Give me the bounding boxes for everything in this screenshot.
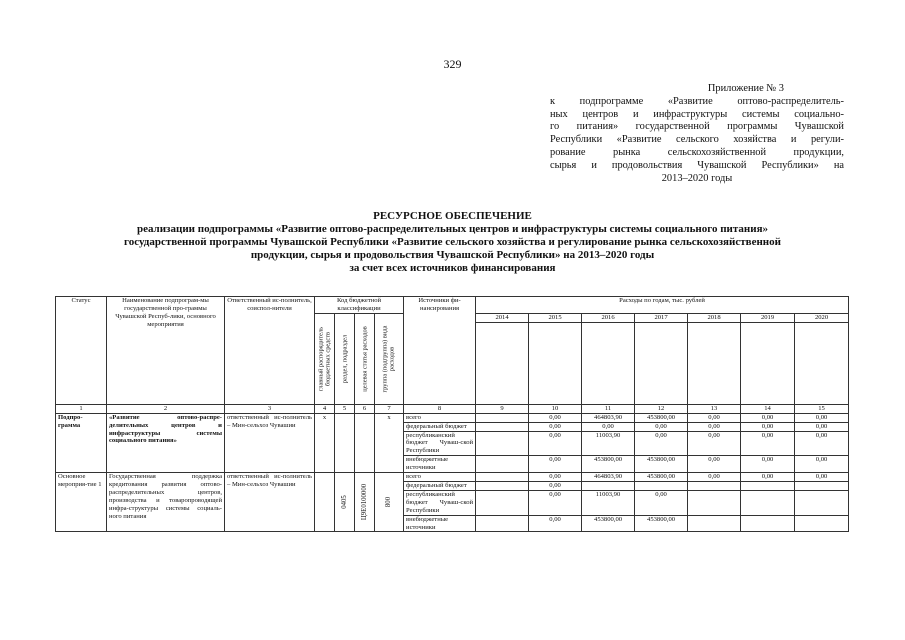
cell-2019: 0,00: [741, 422, 795, 431]
row-code-grbs: [315, 473, 335, 532]
cell-2017: 0,00: [635, 422, 688, 431]
appendix-line: к подпрограмме «Развитие оптово-распределитель-: [550, 95, 844, 107]
title-line: за счет всех источников финансирования: [349, 262, 556, 274]
header-year-space: [635, 322, 688, 404]
cell-2019: 0,00: [741, 456, 795, 473]
header-code-grbs: [315, 313, 335, 404]
column-number: 8: [404, 404, 476, 413]
cell-2017: [635, 481, 688, 490]
header-year: 2016: [582, 313, 635, 322]
header-year: 2019: [741, 313, 795, 322]
code-target-value: Ц9Е0100000: [360, 484, 368, 521]
row-source: федеральный бюджет: [404, 422, 476, 431]
cell-2015: 0,00: [529, 431, 582, 456]
header-status: Статус: [56, 297, 107, 405]
row-status: Основное мероприя-тие 1: [56, 473, 107, 532]
header-year-space: [582, 322, 635, 404]
header-expenses: Расходы по годам, тыс. рублей: [476, 297, 849, 314]
header-year: 2014: [476, 313, 529, 322]
cell-2020: 0,00: [795, 456, 849, 473]
header-year: 2017: [635, 313, 688, 322]
header-year-space: [529, 322, 582, 404]
cell-2020: [795, 481, 849, 490]
cell-2017: 0,00: [635, 431, 688, 456]
header-year-space: [795, 322, 849, 404]
cell-2019: [741, 481, 795, 490]
cell-2015: 0,00: [529, 413, 582, 422]
row-name: Государственная поддержка кредитования развития оптово-распределительных центров, производства и товаропроводящей инфра-структуры системы социаль-ного питания: [107, 473, 225, 532]
cell-2016: 464803,90: [582, 413, 635, 422]
row-code-grbs: x: [315, 413, 335, 472]
appendix-line: рование рынка сельскохозяйственной продукции,: [550, 146, 844, 158]
cell-2020: 0,00: [795, 413, 849, 422]
cell-2015: 0,00: [529, 481, 582, 490]
cell-2016: [582, 481, 635, 490]
appendix-line: Приложение № 3: [707, 83, 784, 94]
cell-2016: 11003,90: [582, 431, 635, 456]
cell-2018: [688, 515, 741, 532]
appendix-line: ных центров и инфраструктуры системы социально-: [550, 108, 844, 120]
column-number: 6: [355, 404, 375, 413]
cell-2016: 11003,90: [582, 490, 635, 515]
cell-2020: [795, 515, 849, 532]
row-code-group: x: [375, 413, 404, 472]
cell-2019: [741, 490, 795, 515]
appendix-note: [550, 83, 844, 185]
column-number: 11: [582, 404, 635, 413]
header-code-target: [355, 313, 375, 404]
cell-2015: 0,00: [529, 490, 582, 515]
cell-2014: [476, 481, 529, 490]
column-number: 2: [107, 404, 225, 413]
title-line: РЕСУРСНОЕ ОБЕСПЕЧЕНИЕ: [373, 210, 532, 222]
cell-2014: [476, 473, 529, 482]
cell-2016: 0,00: [582, 422, 635, 431]
row-code-section: [335, 473, 355, 532]
column-number: 13: [688, 404, 741, 413]
cell-2016: 453800,00: [582, 515, 635, 532]
cell-2014: [476, 431, 529, 456]
header-codes: Код бюджетной классификации: [315, 297, 404, 314]
header-year: 2020: [795, 313, 849, 322]
appendix-line: сырья и продовольствия Чувашской Республики» на: [550, 159, 844, 171]
row-source: республиканский бюджет Чуваш-ской Республики: [404, 431, 476, 456]
cell-2014: [476, 515, 529, 532]
column-number: 12: [635, 404, 688, 413]
title-line: реализации подпрограммы «Развитие оптово-распределительных центров и инфраструктуры системы социального питания»: [136, 223, 769, 235]
cell-2014: [476, 490, 529, 515]
row-name: «Развитие оптово-распре-делительных центров и инфраструктуры системы социального питания»: [107, 413, 225, 472]
cell-2019: 0,00: [741, 413, 795, 422]
resource-table: [55, 296, 849, 532]
row-code-group: [375, 473, 404, 532]
row-source: внебюджетные источники: [404, 515, 476, 532]
column-number: 9: [476, 404, 529, 413]
header-sources: Источники фи-нансирования: [404, 297, 476, 405]
title-line: продукции, сырья и продовольствия Чувашской Республики» на 2013–2020 годы: [250, 249, 655, 261]
row-source: внебюджетные источники: [404, 456, 476, 473]
cell-2017: 0,00: [635, 490, 688, 515]
header-code-group: [375, 313, 404, 404]
column-number: 7: [375, 404, 404, 413]
cell-2015: 0,00: [529, 473, 582, 482]
document-title: [0, 210, 905, 275]
cell-2017: 453800,00: [635, 473, 688, 482]
column-number: 4: [315, 404, 335, 413]
cell-2020: 0,00: [795, 473, 849, 482]
cell-2018: 0,00: [688, 473, 741, 482]
cell-2018: [688, 481, 741, 490]
code-section-value: 0405: [340, 495, 348, 510]
column-number: 15: [795, 404, 849, 413]
cell-2018: 0,00: [688, 431, 741, 456]
cell-2017: 453800,00: [635, 413, 688, 422]
cell-2017: 453800,00: [635, 456, 688, 473]
cell-2015: 0,00: [529, 456, 582, 473]
row-code-target: [355, 473, 375, 532]
cell-2014: [476, 413, 529, 422]
column-number: 10: [529, 404, 582, 413]
cell-2016: 453800,00: [582, 456, 635, 473]
row-responsible: ответственный ис-полнитель – Мин-сельхоз Чувашии: [225, 473, 315, 532]
table-row: [56, 413, 849, 422]
header-code-target-text: целевая статья расходов: [360, 326, 368, 392]
row-code-target: [355, 413, 375, 472]
cell-2017: 453800,00: [635, 515, 688, 532]
row-status: Подпро-грамма: [56, 413, 107, 472]
header-year: 2015: [529, 313, 582, 322]
title-line: государственной программы Чувашской Республики «Развитие сельского хозяйства и регулирование рынка сельскохозяйственной: [124, 236, 781, 248]
header-year-space: [476, 322, 529, 404]
cell-2020: [795, 490, 849, 515]
appendix-line: го питания» государственной программы Чувашской: [550, 121, 844, 133]
row-code-section: [335, 413, 355, 472]
header-responsible: Ответственный ис-полнитель, соиспол-нители: [225, 297, 315, 405]
cell-2016: 464803,90: [582, 473, 635, 482]
row-responsible: ответственный ис-полнитель – Мин-сельхоз Чувашии: [225, 413, 315, 472]
cell-2014: [476, 422, 529, 431]
header-code-section-text: раздел, подраздел: [340, 334, 348, 383]
cell-2019: 0,00: [741, 431, 795, 456]
row-source: всего: [404, 473, 476, 482]
cell-2019: [741, 515, 795, 532]
appendix-line: Республики «Развитие сельского хозяйства и регули-: [550, 134, 844, 146]
row-source: всего: [404, 413, 476, 422]
cell-2015: 0,00: [529, 515, 582, 532]
column-number: 5: [335, 404, 355, 413]
header-code-section: [335, 313, 355, 404]
column-numbers-row: [56, 404, 849, 413]
column-number: 1: [56, 404, 107, 413]
header-year-space: [741, 322, 795, 404]
row-source: федеральный бюджет: [404, 481, 476, 490]
page-number: 329: [443, 57, 462, 71]
appendix-line: 2013–2020 годы: [661, 172, 733, 184]
cell-2018: 0,00: [688, 422, 741, 431]
cell-2018: 0,00: [688, 413, 741, 422]
column-number: 14: [741, 404, 795, 413]
row-source: республиканский бюджет Чуваш-ской Республики: [404, 490, 476, 515]
cell-2018: [688, 490, 741, 515]
code-group-value: 800: [385, 497, 393, 508]
cell-2018: 0,00: [688, 456, 741, 473]
header-code-group-text: группа (подгруппа) вида расходов: [381, 325, 397, 393]
header-name: Наименование подпрограм-мы государственной про-граммы Чувашской Респуб-лики, основного мероприятия: [107, 297, 225, 405]
cell-2020: 0,00: [795, 422, 849, 431]
table-row: [56, 473, 849, 482]
cell-2014: [476, 456, 529, 473]
column-number: 3: [225, 404, 315, 413]
cell-2015: 0,00: [529, 422, 582, 431]
cell-2019: 0,00: [741, 473, 795, 482]
header-code-grbs-text: главный распорядитель бюджетных средств: [317, 326, 332, 391]
cell-2020: 0,00: [795, 431, 849, 456]
header-year-space: [688, 322, 741, 404]
header-year: 2018: [688, 313, 741, 322]
